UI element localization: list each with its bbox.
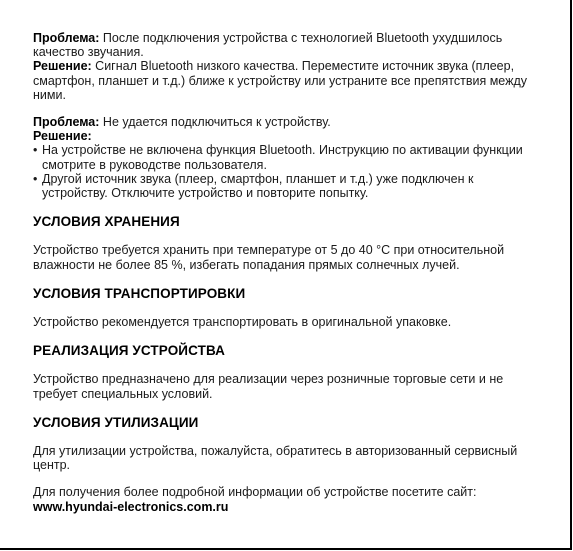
problem-label: Проблема: — [33, 31, 100, 45]
document-content — [33, 31, 538, 514]
problem-1 — [33, 31, 538, 59]
bullet-icon: • — [33, 171, 38, 186]
disposal-text: Для утилизации устройства, пожалуйста, обратитесь в авторизованный сервисный центр. — [33, 444, 518, 473]
bullet-item — [33, 172, 538, 200]
transport-heading: УСЛОВИЯ ТРАНСПОРТИРОВКИ — [33, 285, 246, 301]
sale-text: Устройство предназначено для реализации через розничные торговые сети и не требует специальных условий. — [33, 372, 504, 401]
storage-text: Устройство требуется хранить при температуре от 5 до 40 °С при относительной влажности не более 85 %, избегать попадания прямых солнечных лучей. — [33, 243, 505, 272]
spacer — [33, 102, 538, 115]
transport-text: Устройство рекомендуется транспортировать в оригинальной упаковке. — [33, 315, 452, 330]
storage-heading: УСЛОВИЯ ХРАНЕНИЯ — [33, 214, 180, 230]
problem-text: После подключения устройства с технологией Bluetooth ухудшилось качество звучания. — [33, 31, 503, 60]
bullet-text: Другой источник звука (плеер, смартфон, планшет и т.д.) уже подключен к устройству. Отключите устройство и повторите попытку. — [42, 171, 474, 201]
problem-label: Проблема: — [33, 115, 100, 130]
more-info-text: Для получения более подробной информации об устройстве посетите сайт: — [33, 485, 477, 500]
problem-text: Не удается подключиться к устройству. — [99, 115, 331, 130]
solution-2-label — [33, 129, 538, 143]
spacer — [33, 472, 538, 485]
solution-label: Решение: — [33, 129, 92, 144]
solution-label: Решение: — [33, 59, 92, 74]
sale-heading: РЕАЛИЗАЦИЯ УСТРОЙСТВА — [33, 343, 225, 359]
solution-1 — [33, 59, 538, 102]
bullet-icon: • — [33, 143, 38, 158]
disposal-heading: УСЛОВИЯ УТИЛИЗАЦИИ — [33, 414, 199, 430]
solution-text: Сигнал Bluetooth низкого качества. Переместите источник звука (плеер, смартфон, планшет и т.д.) ближе к устройству или устраните все препятствия между ними. — [33, 59, 528, 102]
problem-2 — [33, 115, 538, 129]
website-link[interactable]: www.hyundai-electronics.com.ru — [33, 499, 229, 514]
bullet-text: На устройстве не включена функция Bluetooth. Инструкцию по активации функции смотрите в руководстве пользователя. — [42, 143, 523, 172]
bullet-item — [33, 143, 538, 171]
